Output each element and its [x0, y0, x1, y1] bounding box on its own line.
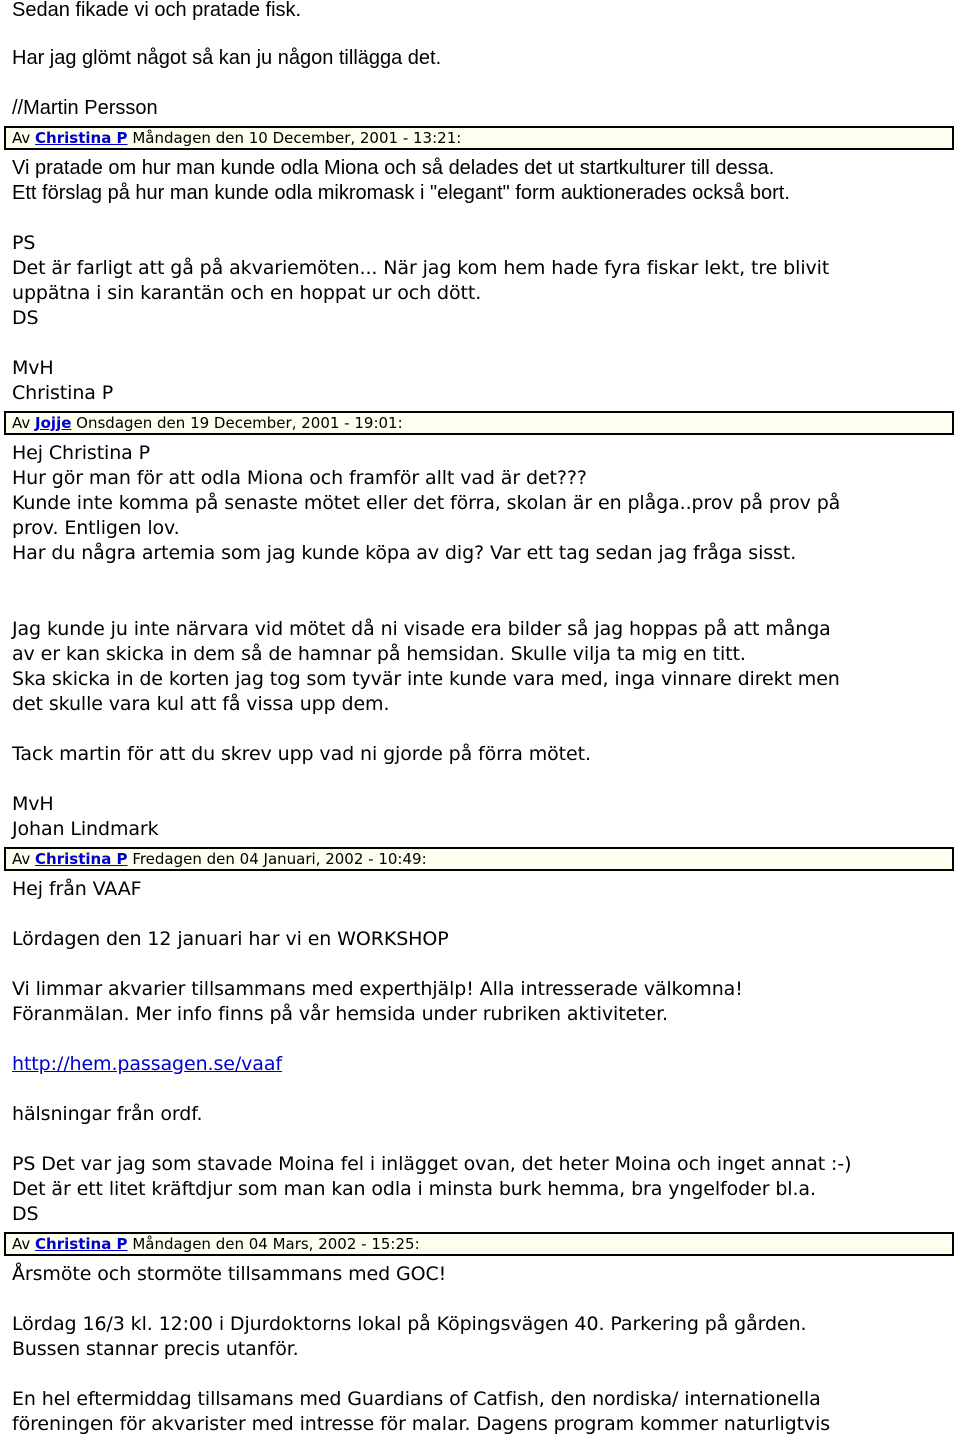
post-author-link[interactable]: Christina P [35, 1235, 128, 1253]
post-header [4, 1232, 954, 1256]
post-line: Hur gör man för att odla Miona och framför allt vad är det??? [12, 467, 587, 489]
post-header-date: Måndagen den 10 December, 2001 - 13:21: [132, 129, 462, 147]
post-header [4, 126, 954, 150]
post-header-prefix: Av [12, 1235, 31, 1253]
post-header-prefix: Av [12, 129, 31, 147]
website-link[interactable]: http://hem.passagen.se/vaaf [12, 1053, 282, 1075]
post-author-link[interactable]: Christina P [35, 850, 128, 868]
post-line: föreningen för akvarister med intresse för malar. Dagens program kommer naturligtvis [12, 1413, 831, 1435]
post-line: Hej från VAAF [12, 878, 142, 900]
post-line: Årsmöte och stormöte tillsammans med GOC! [12, 1263, 447, 1285]
post-line: Hej Christina P [12, 442, 151, 464]
post-header-date: Onsdagen den 19 December, 2001 - 19:01: [76, 414, 403, 432]
post-line: PS Det var jag som stavade Moina fel i inlägget ovan, det heter Moina och inget annat :-) [12, 1153, 852, 1175]
post-line: MvH [12, 793, 54, 815]
post-line: av er kan skicka in dem så de hamnar på hemsidan. Skulle vilja ta mig en titt. [12, 643, 746, 665]
post-line: prov. Entligen lov. [12, 517, 180, 539]
post-line: Föranmälan. Mer info finns på vår hemsida under rubriken aktiviteter. [12, 1003, 668, 1025]
post-line: hälsningar från ordf. [12, 1103, 203, 1125]
post-header-prefix: Av [12, 414, 31, 432]
post-line: Ett förslag på hur man kunde odla mikromask i "elegant" form auktionerades också bort. [12, 182, 790, 204]
post-line: Bussen stannar precis utanför. [12, 1338, 299, 1360]
post-line: Lördagen den 12 januari har vi en WORKSHOP [12, 928, 449, 950]
post-line: DS [12, 1203, 39, 1225]
post-link-line [12, 1052, 282, 1077]
post-header [4, 847, 954, 871]
post-line: MvH [12, 357, 54, 379]
post-line: Ska skicka in de korten jag tog som tyvär inte kunde vara med, inga vinnare direkt men [12, 668, 840, 690]
intro-line: Sedan fikade vi och pratade fisk. [12, 0, 302, 21]
intro-signature: //Martin Persson [12, 97, 158, 119]
post-line: Tack martin för att du skrev upp vad ni gjorde på förra mötet. [12, 743, 591, 765]
post-line: Christina P [12, 382, 114, 404]
post-line: DS [12, 307, 39, 329]
post-author-link[interactable]: Christina P [35, 129, 128, 147]
post-header [4, 411, 954, 435]
post-line: Jag kunde ju inte närvara vid mötet då ni visade era bilder så jag hoppas på att många [12, 618, 831, 640]
post-header-prefix: Av [12, 850, 31, 868]
post-line: Kunde inte komma på senaste mötet eller det förra, skolan är en plåga..prov på prov på [12, 492, 841, 514]
post-line: PS [12, 232, 36, 254]
post-line: Det är ett litet kräftdjur som man kan odla i minsta burk hemma, bra yngelfoder bl.a. [12, 1178, 816, 1200]
post-line: Vi limmar akvarier tillsammans med experthjälp! Alla intresserade välkomna! [12, 978, 743, 1000]
post-author-link[interactable]: Jojje [35, 414, 72, 432]
post-header-date: Fredagen den 04 Januari, 2002 - 10:49: [132, 850, 427, 868]
post-line: En hel eftermiddag tillsamans med Guardians of Catfish, den nordiska/ internationella [12, 1388, 821, 1410]
post-header-date: Måndagen den 04 Mars, 2002 - 15:25: [132, 1235, 420, 1253]
post-line: Det är farligt att gå på akvariemöten... När jag kom hem hade fyra fiskar lekt, tre blivit [12, 257, 830, 279]
post-line: Har du några artemia som jag kunde köpa av dig? Var ett tag sedan jag fråga sisst. [12, 542, 797, 564]
post-line: Lördag 16/3 kl. 12:00 i Djurdoktorns lokal på Köpingsvägen 40. Parkering på gården. [12, 1313, 807, 1335]
post-line: uppätna i sin karantän och en hoppat ur och dött. [12, 282, 482, 304]
post-line: det skulle vara kul att få vissa upp dem. [12, 693, 390, 715]
post-line: Johan Lindmark [12, 818, 159, 840]
intro-line: Har jag glömt något så kan ju någon tillägga det. [12, 47, 442, 69]
post-line: Vi pratade om hur man kunde odla Miona och så delades det ut startkulturer till dessa. [12, 157, 775, 179]
